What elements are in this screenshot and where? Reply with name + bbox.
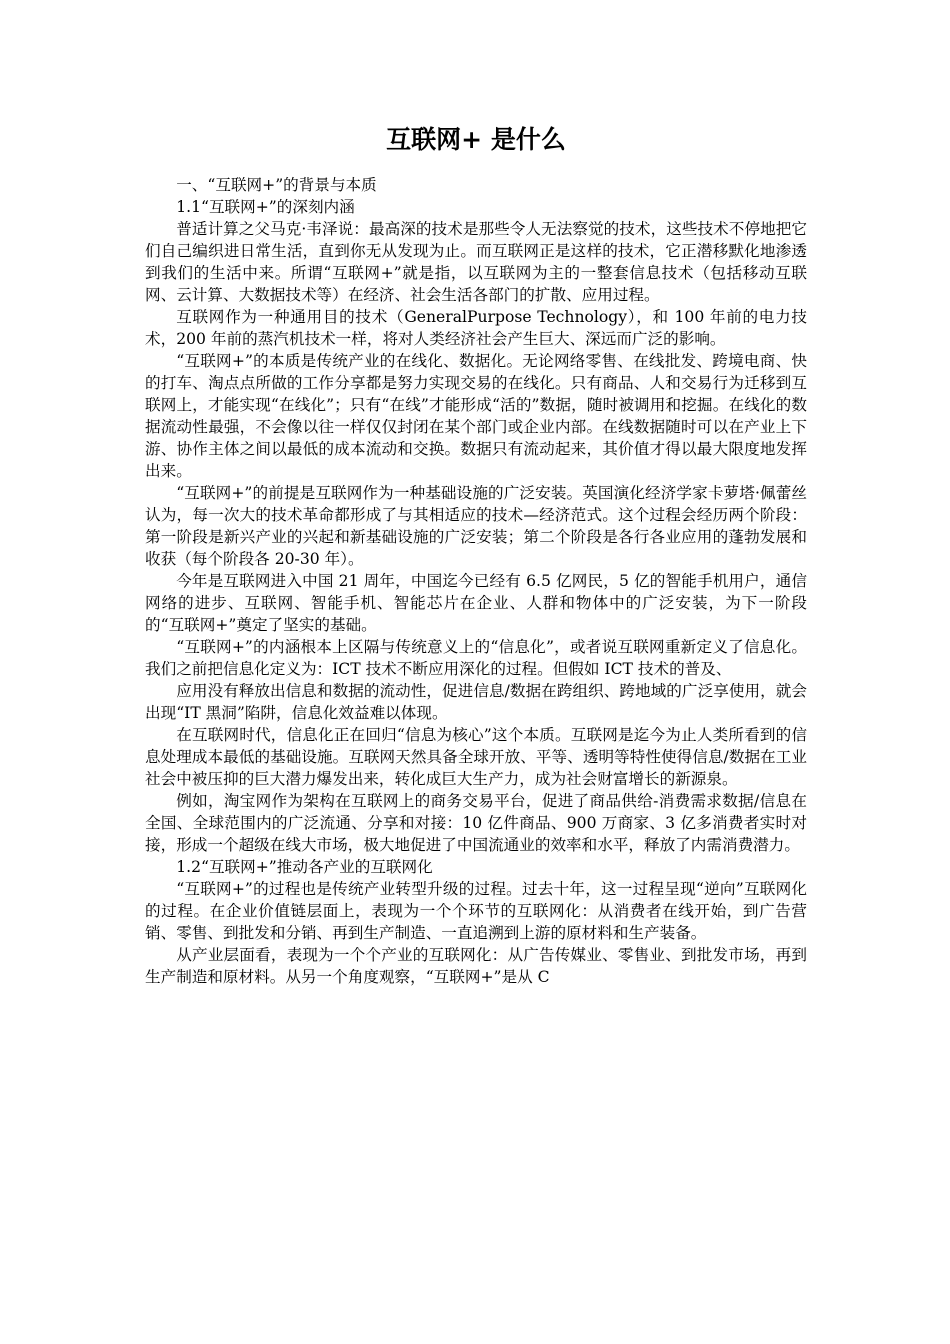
paragraph: “互联网+”的内涵根本上区隔与传统意义上的“信息化”，或者说互联网重新定义了信息化。我们之前把信息化定义为：ICT 技术不断应用深化的过程。但假如 ICT 技术的普及、 <box>145 638 807 678</box>
document-title: 互联网+ 是什么 <box>386 125 566 154</box>
document-page <box>145 120 807 988</box>
paragraph: 普适计算之父马克·韦泽说：最高深的技术是那些令人无法察觉的技术，这些技术不停地把它们自己编织进日常生活，直到你无从发现为止。而互联网正是这样的技术，它正潜移默化地渗透到我们的生活中来。所谓“互联网+”就是指，以互联网为主的一整套信息技术（包括移动互联网、云计算、大数据技术等）在经济、社会生活各部门的扩散、应用过程。 <box>145 220 807 304</box>
paragraph: 从产业层面看，表现为一个个产业的互联网化：从广告传媒业、零售业、到批发市场，再到生产制造和原材料。从另一个角度观察，“互联网+”是从 C <box>145 946 807 986</box>
section-heading-1: 一、“互联网+”的背景与本质 <box>176 176 377 194</box>
paragraph: 今年是互联网进入中国 21 周年，中国迄今已经有 6.5 亿网民，5 亿的智能手机用户，通信网络的进步、互联网、智能手机、智能芯片在企业、人群和物体中的广泛安装，为下一阶段的“互联网+”奠定了坚实的基础。 <box>145 572 807 634</box>
subsection-heading-1-2: 1.2“互联网+”推动各产业的互联网化 <box>176 858 433 876</box>
subsection-heading-1-1: 1.1“互联网+”的深刻内涵 <box>176 198 355 216</box>
paragraph: 互联网作为一种通用目的技术（GeneralPurpose Technology），和 100 年前的电力技术，200 年前的蒸汽机技术一样，将对人类经济社会产生巨大、深远而广泛的影响。 <box>145 308 807 348</box>
paragraph: “互联网+”的过程也是传统产业转型升级的过程。过去十年，这一过程呈现“逆向”互联网化的过程。在企业价值链层面上，表现为一个个环节的互联网化：从消费者在线开始，到广告营销、零售、到批发和分销、再到生产制造、一直追溯到上游的原材料和生产装备。 <box>145 880 807 942</box>
paragraph: 在互联网时代，信息化正在回归“信息为核心”这个本质。互联网是迄今为止人类所看到的信息处理成本最低的基础设施。互联网天然具备全球开放、平等、透明等特性使得信息/数据在工业社会中被压抑的巨大潜力爆发出来，转化成巨大生产力，成为社会财富增长的新源泉。 <box>145 726 807 788</box>
paragraph: 例如，淘宝网作为架构在互联网上的商务交易平台，促进了商品供给-消费需求数据/信息在全国、全球范围内的广泛流通、分享和对接：10 亿件商品、900 万商家、3 亿多消费者实时对接，形成一个超级在线大市场，极大地促进了中国流通业的效率和水平，释放了内需消费潜力。 <box>145 792 807 854</box>
paragraph: “互联网+”的本质是传统产业的在线化、数据化。无论网络零售、在线批发、跨境电商、快的打车、淘点点所做的工作分享都是努力实现交易的在线化。只有商品、人和交易行为迁移到互联网上，才能实现“在线化”；只有“在线”才能形成“活的”数据，随时被调用和挖掘。在线化的数据流动性最强，不会像以往一样仅仅封闭在某个部门或企业内部。在线数据随时可以在产业上下游、协作主体之间以最低的成本流动和交换。数据只有流动起来，其价值才得以最大限度地发挥出来。 <box>145 352 807 480</box>
paragraph: 应用没有释放出信息和数据的流动性，促进信息/数据在跨组织、跨地域的广泛享使用，就会出现“IT 黑洞”陷阱，信息化效益难以体现。 <box>145 682 807 722</box>
paragraph: “互联网+”的前提是互联网作为一种基础设施的广泛安装。英国演化经济学家卡萝塔·佩蕾丝认为，每一次大的技术革命都形成了与其相适应的技术—经济范式。这个过程会经历两个阶段：第一阶段是新兴产业的兴起和新基础设施的广泛安装；第二个阶段是各行各业应用的蓬勃发展和收获（每个阶段各 20-30 年）。 <box>145 484 807 568</box>
